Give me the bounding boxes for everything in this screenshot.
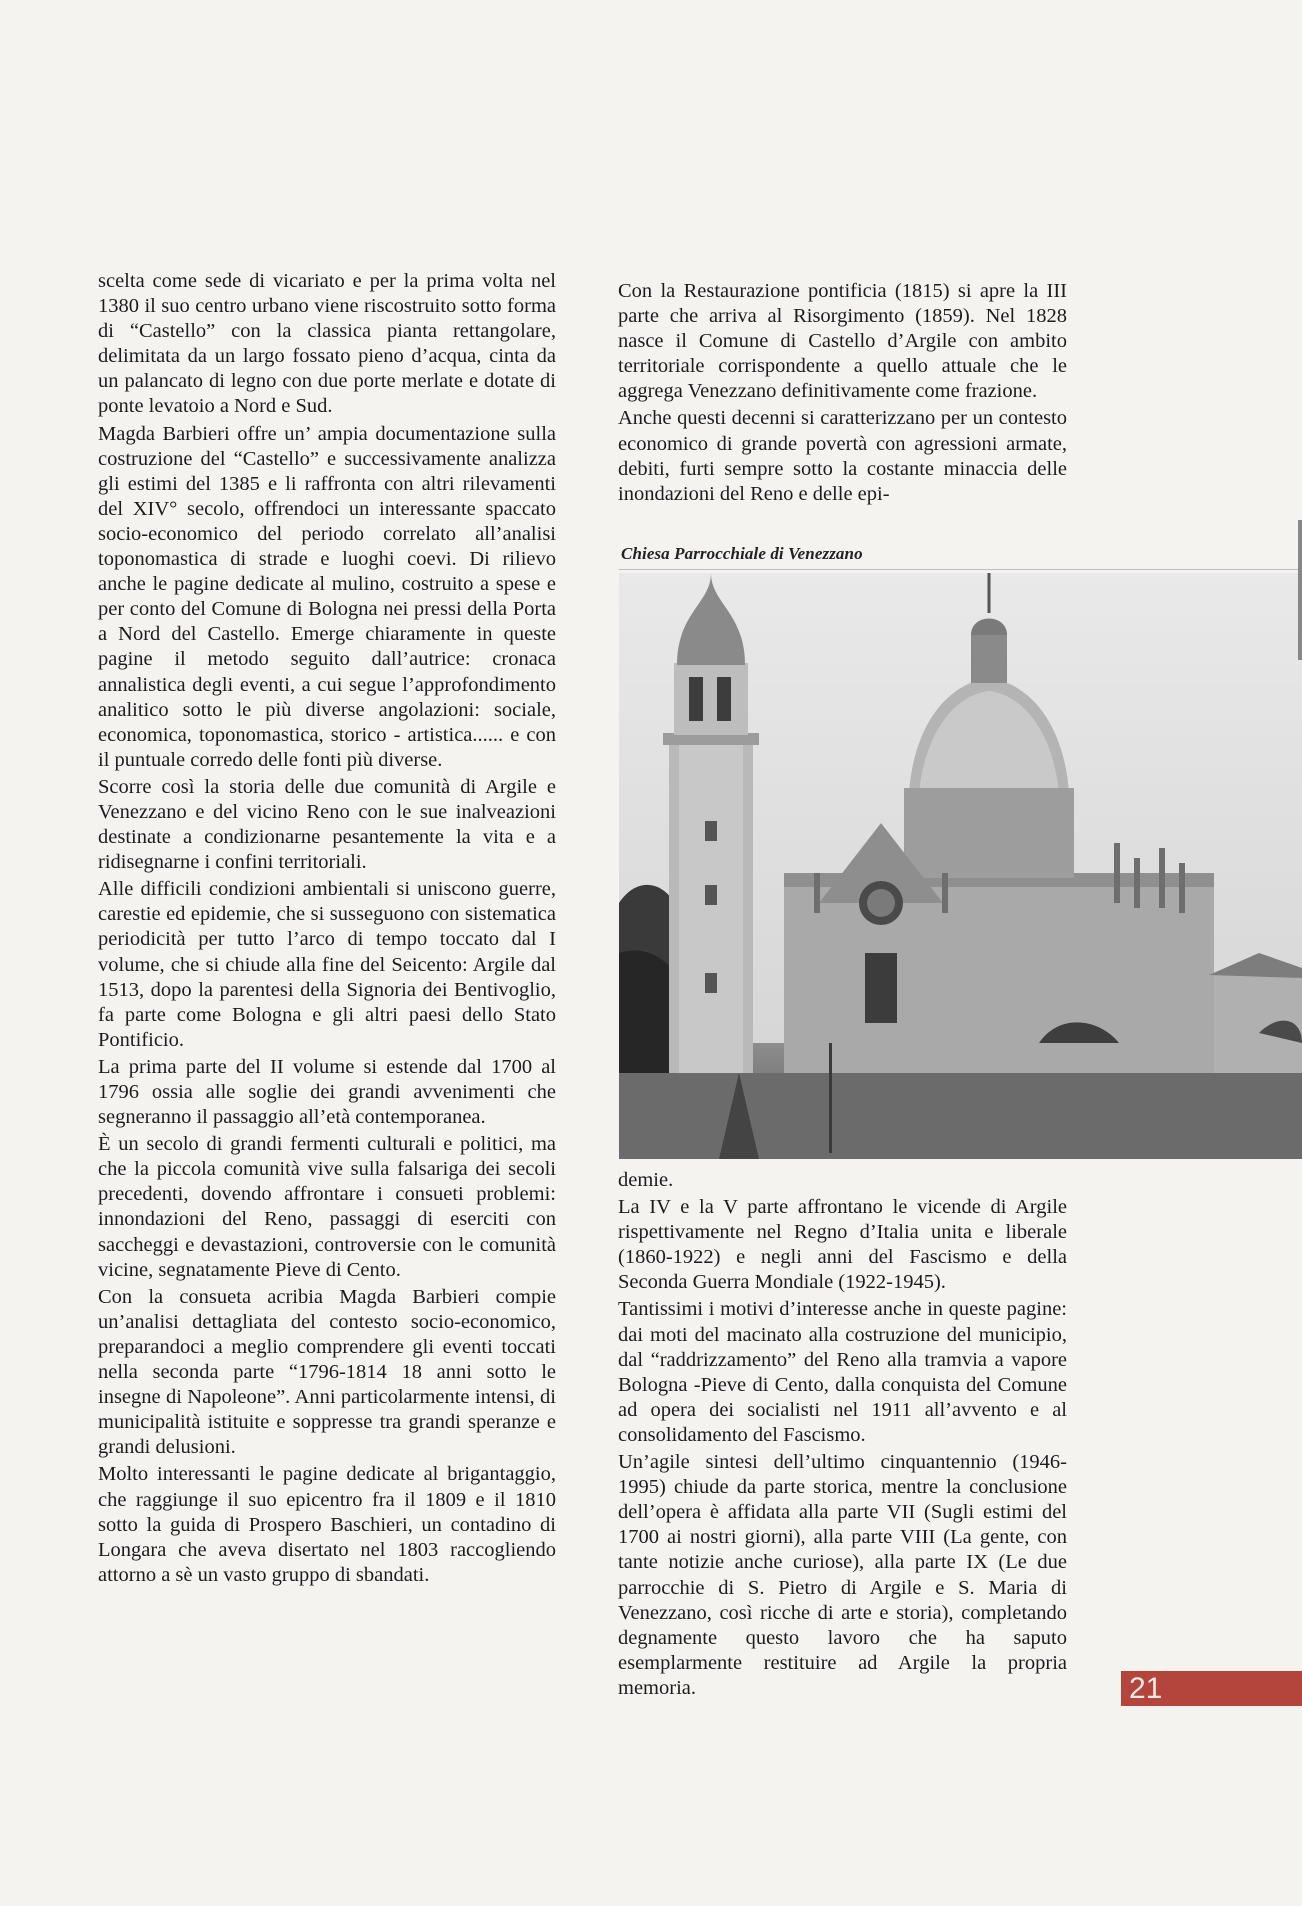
caption-divider — [619, 569, 1299, 570]
paragraph: demie. — [618, 1169, 674, 1191]
right-text-column-top — [618, 279, 1067, 509]
photo-caption: Chiesa Parrocchiale di Venezzano — [621, 544, 863, 563]
church-photograph — [619, 573, 1302, 1159]
left-text-column — [98, 269, 556, 1590]
paragraph: Anche questi decenni si caratterizzano per un contesto economico di grande povertà con agressioni armate, debiti, furti sempre sotto la costante minaccia delle inondazioni del Reno e delle epi- — [618, 407, 1067, 505]
paragraph: Scorre così la storia delle due comunità di Argile e Venezzano e del vicino Reno con le sue inalveazioni destinate a condizionarne pesantemente la vita e a ridisegnarne i confini territoriali. — [98, 775, 556, 874]
paragraph: Molto interessanti le pagine dedicate al brigantaggio, che raggiunge il suo epicentro fra il 1809 e il 1810 sotto la guida di Prospero Baschieri, un contadino di Longara che aveva disertato nel 1803 raccogliendo attorno a sè un vasto gruppo di sbandati. — [98, 1463, 556, 1586]
page-number: 21 — [1129, 1672, 1163, 1705]
page-number-badge — [1121, 1671, 1302, 1706]
paragraph: scelta come sede di vicariato e per la prima volta nel 1380 il suo centro urbano viene riscostruito sotto forma di “Castello” con la classica pianta rettangolare, delimitata da un largo fossato pieno d’acqua, cinta da un palancato di legno con due porte merlate e dotate di ponte levatoio a Nord e Sud. — [98, 270, 556, 418]
paragraph: Tantissimi i motivi d’interesse anche in queste pagine: dai moti del macinato alla costruzione del municipio, dal “raddrizzamento” del Reno alla tramvia a vapore Bologna -Pieve di Cento, dalla conquista del Comune ad opera dei socialisti nel 1911 all’avvento e al consolidamento del Fascismo. — [618, 1298, 1067, 1446]
right-text-column-bottom — [618, 1168, 1067, 1703]
paragraph: La IV e la V parte affrontano le vicende di Argile rispettivamente nel Regno d’Italia unita e liberale (1860-1922) e negli anni del Fascismo e della Seconda Guerra Mondiale (1922-1945). — [618, 1196, 1067, 1294]
scan-edge — [1298, 520, 1302, 660]
paragraph: Con la Restaurazione pontificia (1815) si apre la III parte che arriva al Risorgimento (1859). Nel 1828 nasce il Comune di Castello d’Argile con ambito territoriale corrispondente a quello attuale che le aggrega Venezzano definitivamente come frazione. — [618, 280, 1067, 403]
paragraph: Alle difficili condizioni ambientali si uniscono guerre, carestie ed epidemie, che si susseguono con sistematica periodicità per tutto l’arco di tempo toccato dal I volume, che si chiude alla fine del Seicento: Argile dal 1513, dopo la parentesi della Signoria dei Bentivoglio, fa parte come Bologna e gli altri paesi dello Stato Pontificio. — [98, 878, 556, 1051]
paragraph: Con la consueta acribia Magda Barbieri compie un’analisi dettagliata del contesto socio-economico, preparandoci a meglio comprendere gli eventi toccati nella seconda parte “1796-1814 18 anni sotto le insegne di Napoleone”. Anni particolarmente intensi, di municipalità istituite e soppresse tra grandi speranze e grandi delusioni. — [98, 1285, 556, 1459]
paragraph: Un’agile sintesi dell’ultimo cinquantennio (1946-1995) chiude da parte storica, mentre la conclusione dell’opera è affidata alla parte VII (Sugli estimi del 1700 ai nostri giorni), alla parte VIII (La gente, con tante notizie anche curiose), alla parte IX (Le due parrocchie di S. Pietro di Argile e S. Maria di Venezzano, così ricche di arte e storia), completando degnamente questo lavoro che ha saputo esemplarmente restituire ad Argile la propria memoria. — [618, 1451, 1067, 1699]
paragraph: È un secolo di grandi fermenti culturali e politici, ma che la piccola comunità vive sulla falsariga dei secoli precedenti, dovendo affrontare i consueti problemi: innondazioni del Reno, passaggi di eserciti con saccheggi e devastazioni, controversie con le comunità vicine, segnatamente Pieve di Cento. — [98, 1133, 556, 1281]
paragraph: Magda Barbieri offre un’ ampia documentazione sulla costruzione del “Castello” e successivamente analizza gli estimi del 1385 e li raffronta con altri rilevamenti del XIV° secolo, offrendoci un interessante spaccato socio-economico del periodo correlato all’analisi toponomastica di strade e luoghi coevi. Di rilievo anche le pagine dedicate al mulino, costruito a spese e per conto del Comune di Bologna nei pressi della Porta a Nord del Castello. Emerge chiaramente in queste pagine il metodo seguito dall’autrice: cronaca annalistica degli eventi, a cui segue l’approfondimento analitico sotto le più diverse angolazioni: sociale, economica, toponomastica, storico - artistica...... e con il puntuale corredo delle fonti più diverse. — [98, 422, 556, 771]
paragraph: La prima parte del II volume si estende dal 1700 al 1796 ossia alle soglie dei grandi avvenimenti che segneranno il passaggio all’età contemporanea. — [98, 1055, 556, 1129]
